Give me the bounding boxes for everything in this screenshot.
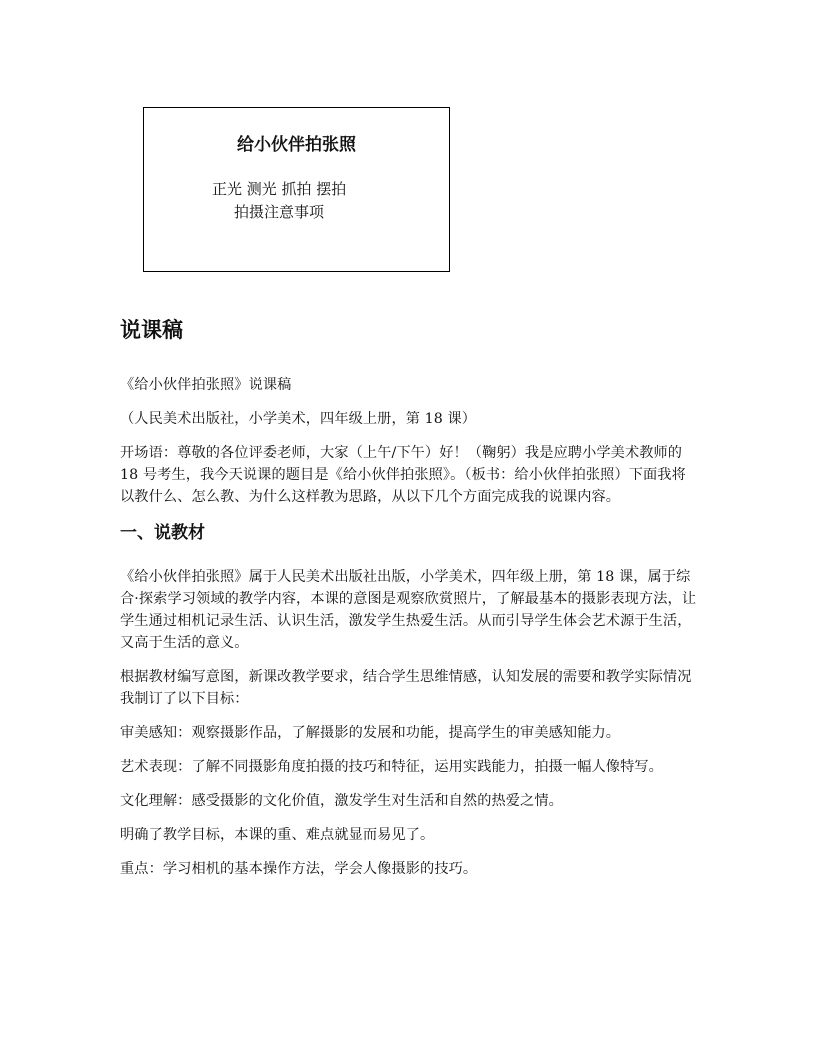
paragraph: 艺术表现：了解不同摄影角度拍摄的技巧和特征，运用实践能力，拍摄一幅人像特写。 <box>120 759 663 775</box>
board-keywords: 正光 测光 抓拍 摆拍 <box>212 180 347 198</box>
blackboard-design-box <box>143 107 450 272</box>
lesson-subtitle: 《给小伙伴拍张照》说课稿 <box>120 377 292 393</box>
paragraph: 重点：学习相机的基本操作方法，学会人像摄影的技巧。 <box>120 861 478 877</box>
page-title: 说课稿 <box>120 318 183 342</box>
opening-remarks: 开场语：尊敬的各位评委老师，大家（上午/下午）好！（鞠躬）我是应聘小学美术教师的 18 号考生，我今天说课的题目是《给小伙伴拍张照》。（板书：给小伙伴拍张照）下面我将以教什么、怎么教、为什么这样教为思路，从以下几个方面完成我的说课内容。 <box>120 445 686 505</box>
section-heading: 一、说教材 <box>120 523 205 543</box>
board-title: 给小伙伴拍张照 <box>237 135 356 155</box>
paragraph: 《给小伙伴拍张照》属于人民美术出版社出版，小学美术，四年级上册，第 18 课，属于综合·探索学习领域的教学内容，本课的意图是观察欣赏照片，了解最基本的摄影表现方法，让学生通过相机记录生活、认识生活，激发学生热爱生活。从而引导学生体会艺术源于生活，又高于生活的意义。 <box>120 569 697 651</box>
paragraph: 明确了教学目标，本课的重、难点就显而易见了。 <box>120 827 435 843</box>
paragraph: 审美感知：观察摄影作品，了解摄影的发展和功能，提高学生的审美感知能力。 <box>120 725 621 741</box>
publisher-info: （人民美术出版社，小学美术，四年级上册，第 18 课） <box>120 411 477 427</box>
document-body <box>120 314 700 892</box>
board-notes: 拍摄注意事项 <box>234 203 325 221</box>
paragraph: 根据教材编写意图，新课改教学要求，结合学生思维情感，认知发展的需要和教学实际情况我制订了以下目标： <box>120 669 692 707</box>
paragraph: 文化理解：感受摄影的文化价值，激发学生对生活和自然的热爱之情。 <box>120 793 563 809</box>
